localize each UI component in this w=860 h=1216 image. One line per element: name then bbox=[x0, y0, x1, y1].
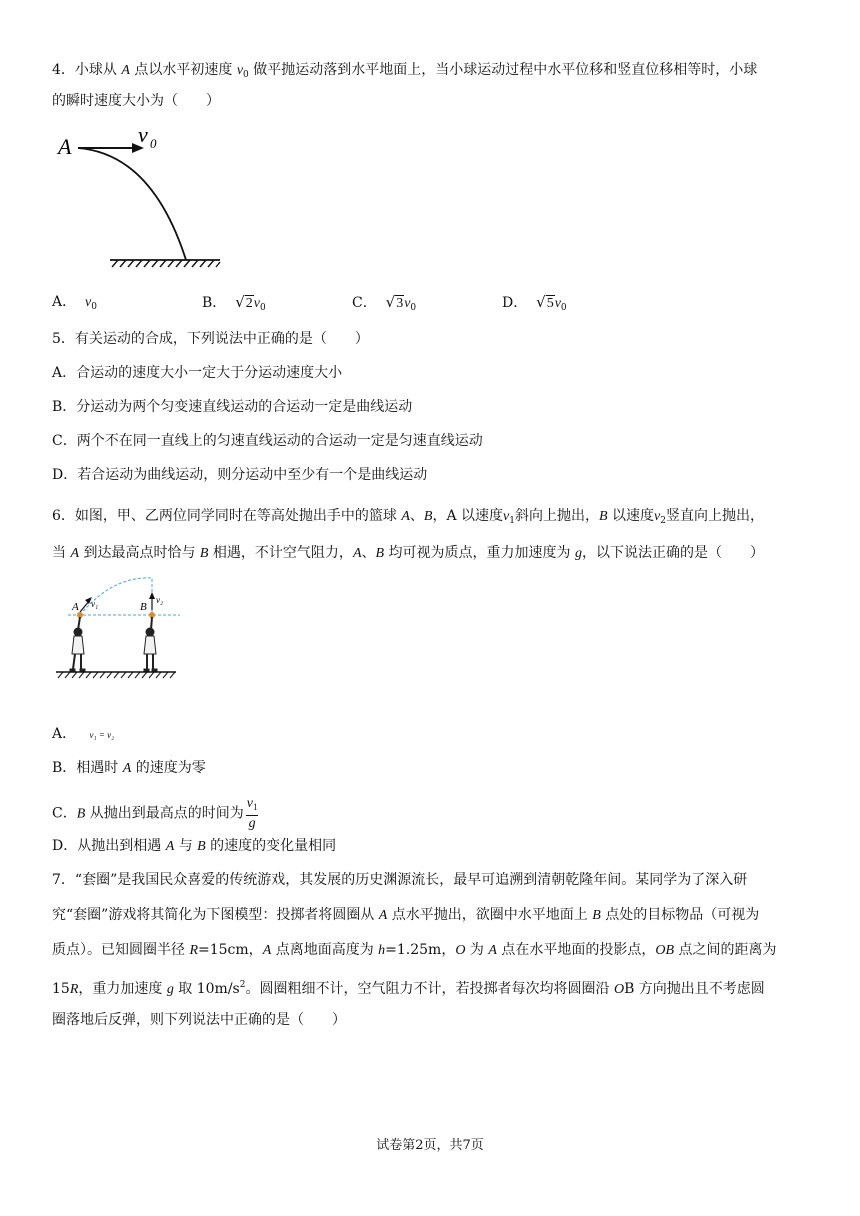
ground-hatch bbox=[112, 260, 220, 267]
q4-option-c[interactable]: C． $√3v_0$ bbox=[352, 293, 417, 313]
q7-stem-line4: 15R，重力加速度 g 取 $10m/s^2$。圆圈粗细不计，空气阻力不计，若投掷者每次均将圆圈沿 OB 方向抛出且不考虑圆 bbox=[52, 980, 765, 997]
q5-option-b[interactable]: B．分运动为两个匀变速直线运动的合运动一定是曲线运动 bbox=[52, 399, 413, 415]
q5-option-c[interactable]: C．两个不在同一直线上的匀速直线运动的合运动一定是匀速直线运动 bbox=[52, 433, 483, 449]
q7-stem-line1: 7．“套圈”是我国民众喜爱的传统游戏，其发展的历史渊源流长，最早可追溯到清朝乾隆年间。某同学为了深入研 bbox=[52, 872, 748, 888]
q6-stem-line1: 6．如图，甲、乙两位同学同时在等高处抛出手中的篮球 A、B，A 以速度$v_1$斜向上抛出，B 以速度$v_2$竖直向上抛出， bbox=[52, 508, 764, 526]
q4-projectile-figure bbox=[52, 120, 242, 270]
q5-option-a[interactable]: A．合运动的速度大小一定大于分运动速度大小 bbox=[52, 365, 343, 381]
fig-label-A: A bbox=[58, 134, 72, 159]
svg-text:0: 0 bbox=[150, 136, 157, 151]
svg-text:v₂: v₂ bbox=[156, 595, 164, 605]
svg-text:v₁: v₁ bbox=[91, 599, 99, 609]
q6-stem-line2: 当 A 到达最高点时恰与 B 相遇，不计空气阻力，A、B 均可视为质点，重力加速度为 g，以下说法正确的是（ ） bbox=[52, 545, 764, 561]
ground-hatch bbox=[58, 672, 175, 678]
q4-option-a[interactable]: A． $v_0$ bbox=[52, 294, 97, 312]
q6-option-d[interactable]: D．从抛出到相遇 A 与 B 的速度的变化量相同 bbox=[52, 838, 337, 854]
q6-option-b[interactable]: B．相遇时 A 的速度为零 bbox=[52, 760, 206, 776]
page-footer: 试卷第2页，共7页 bbox=[376, 1138, 484, 1153]
q5-stem: 5．有关运动的合成，下列说法中正确的是（ ） bbox=[52, 331, 369, 347]
svg-text:v: v bbox=[138, 122, 148, 147]
q7-stem-line5: 圈落地后反弹，则下列说法中正确的是（ ） bbox=[52, 1012, 346, 1028]
q6-basketball-figure bbox=[52, 570, 182, 680]
q4-option-d[interactable]: D． $√5v_0$ bbox=[502, 293, 567, 313]
q4-stem-line1: 4．小球从 A 点以水平初速度 $v_0$ 做平抛运动落到水平地面上，当小球运动过程中水平位移和竖直位移相等时，小球 bbox=[52, 62, 758, 80]
q4-option-b[interactable]: B． $√2v_0$ bbox=[202, 293, 266, 313]
fig-label-B: B bbox=[140, 601, 147, 613]
q6-option-c[interactable]: C．B 从抛出到最高点的时间为 $\frac{v_1}{g}$ bbox=[52, 796, 258, 831]
fig-label-A: A bbox=[72, 601, 79, 613]
q4-stem-line2: 的瞬时速度大小为（ ） bbox=[52, 93, 220, 109]
fraction-v1-over-g: $\frac{v_1}{g}$ bbox=[246, 796, 258, 831]
q7-stem-line3: 质点）。已知圆圈半径 R=15cm，A 点离地面高度为 h=1.25m，O 为 A 点在水平地面的投影点，OB 点之间的距离为 bbox=[52, 942, 777, 958]
q5-option-d[interactable]: D．若合运动为曲线运动，则分运动中至少有一个是曲线运动 bbox=[52, 467, 428, 483]
person-b bbox=[144, 617, 157, 671]
q7-stem-line2: 究“套圈”游戏将其简化为下图模型：投掷者将圆圈从 A 点水平抛出，欲圈中水平地面上 B 点处的目标物品（可视为 bbox=[52, 907, 760, 923]
q6-option-a[interactable]: A． v₁ = v₂ bbox=[52, 726, 115, 742]
person-a bbox=[70, 617, 85, 671]
trajectory-curve bbox=[78, 148, 186, 260]
